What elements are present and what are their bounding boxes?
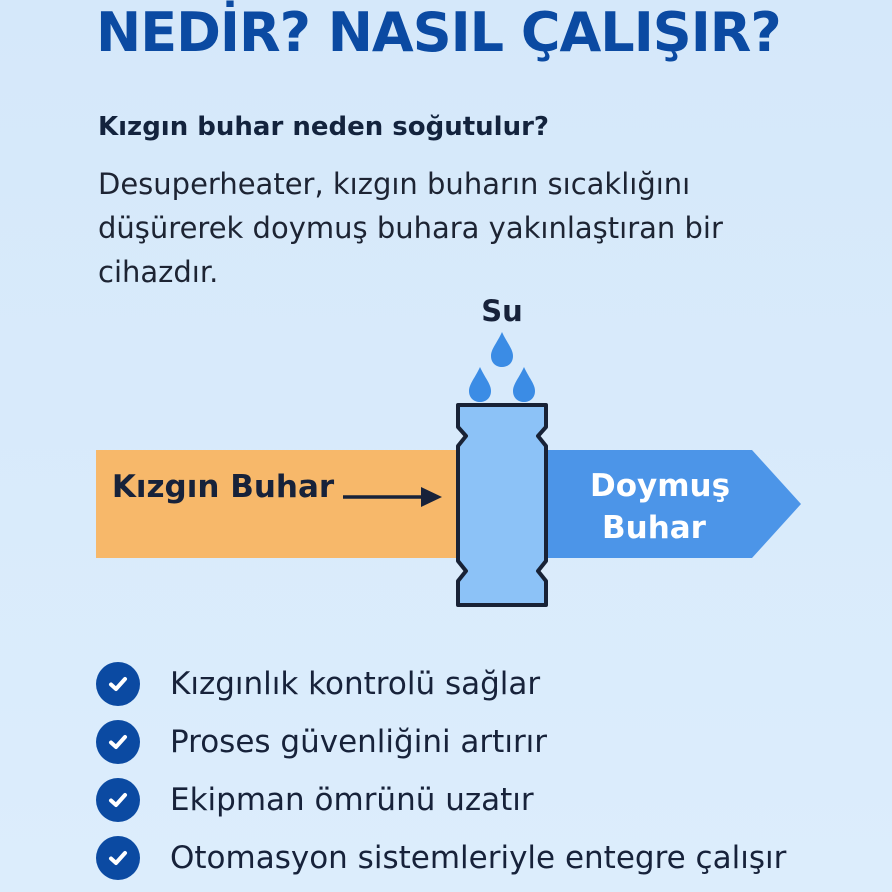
benefit-label: Ekipman ömrünü uzatır <box>170 782 534 818</box>
water-drop-icon <box>491 332 513 367</box>
benefit-item <box>96 771 866 829</box>
check-circle-icon <box>96 720 140 764</box>
section-question: Kızgın buhar neden soğutulur? <box>98 112 550 142</box>
benefit-item <box>96 829 866 887</box>
superheated-steam-label: Kızgın Buhar <box>111 469 335 505</box>
saturated-steam-label-line2: Buhar <box>602 510 706 546</box>
water-drop-icon <box>513 367 535 402</box>
benefits-list <box>96 655 866 887</box>
water-label: Su <box>481 294 523 328</box>
benefit-label: Proses güvenliğini artırır <box>170 724 548 760</box>
desuperheater-device <box>458 405 546 605</box>
benefit-item <box>96 713 866 771</box>
benefit-item <box>96 655 866 713</box>
saturated-steam-label-line1: Doymuş <box>589 468 731 504</box>
desuperheater-flow-diagram <box>0 285 892 625</box>
check-circle-icon <box>96 662 140 706</box>
benefit-label: Otomasyon sistemleriyle entegre çalışır <box>170 840 787 876</box>
check-circle-icon <box>96 836 140 880</box>
description-text: Desuperheater, kızgın buharın sıcaklığını düşürerek doymuş buhara yakınlaştıran bir cihazdır. <box>98 167 723 289</box>
water-drop-icon <box>469 367 491 402</box>
benefit-label: Kızgınlık kontrolü sağlar <box>170 666 541 702</box>
page-title: NEDİR? NASIL ÇALIŞIR? <box>96 1 781 64</box>
check-circle-icon <box>96 778 140 822</box>
